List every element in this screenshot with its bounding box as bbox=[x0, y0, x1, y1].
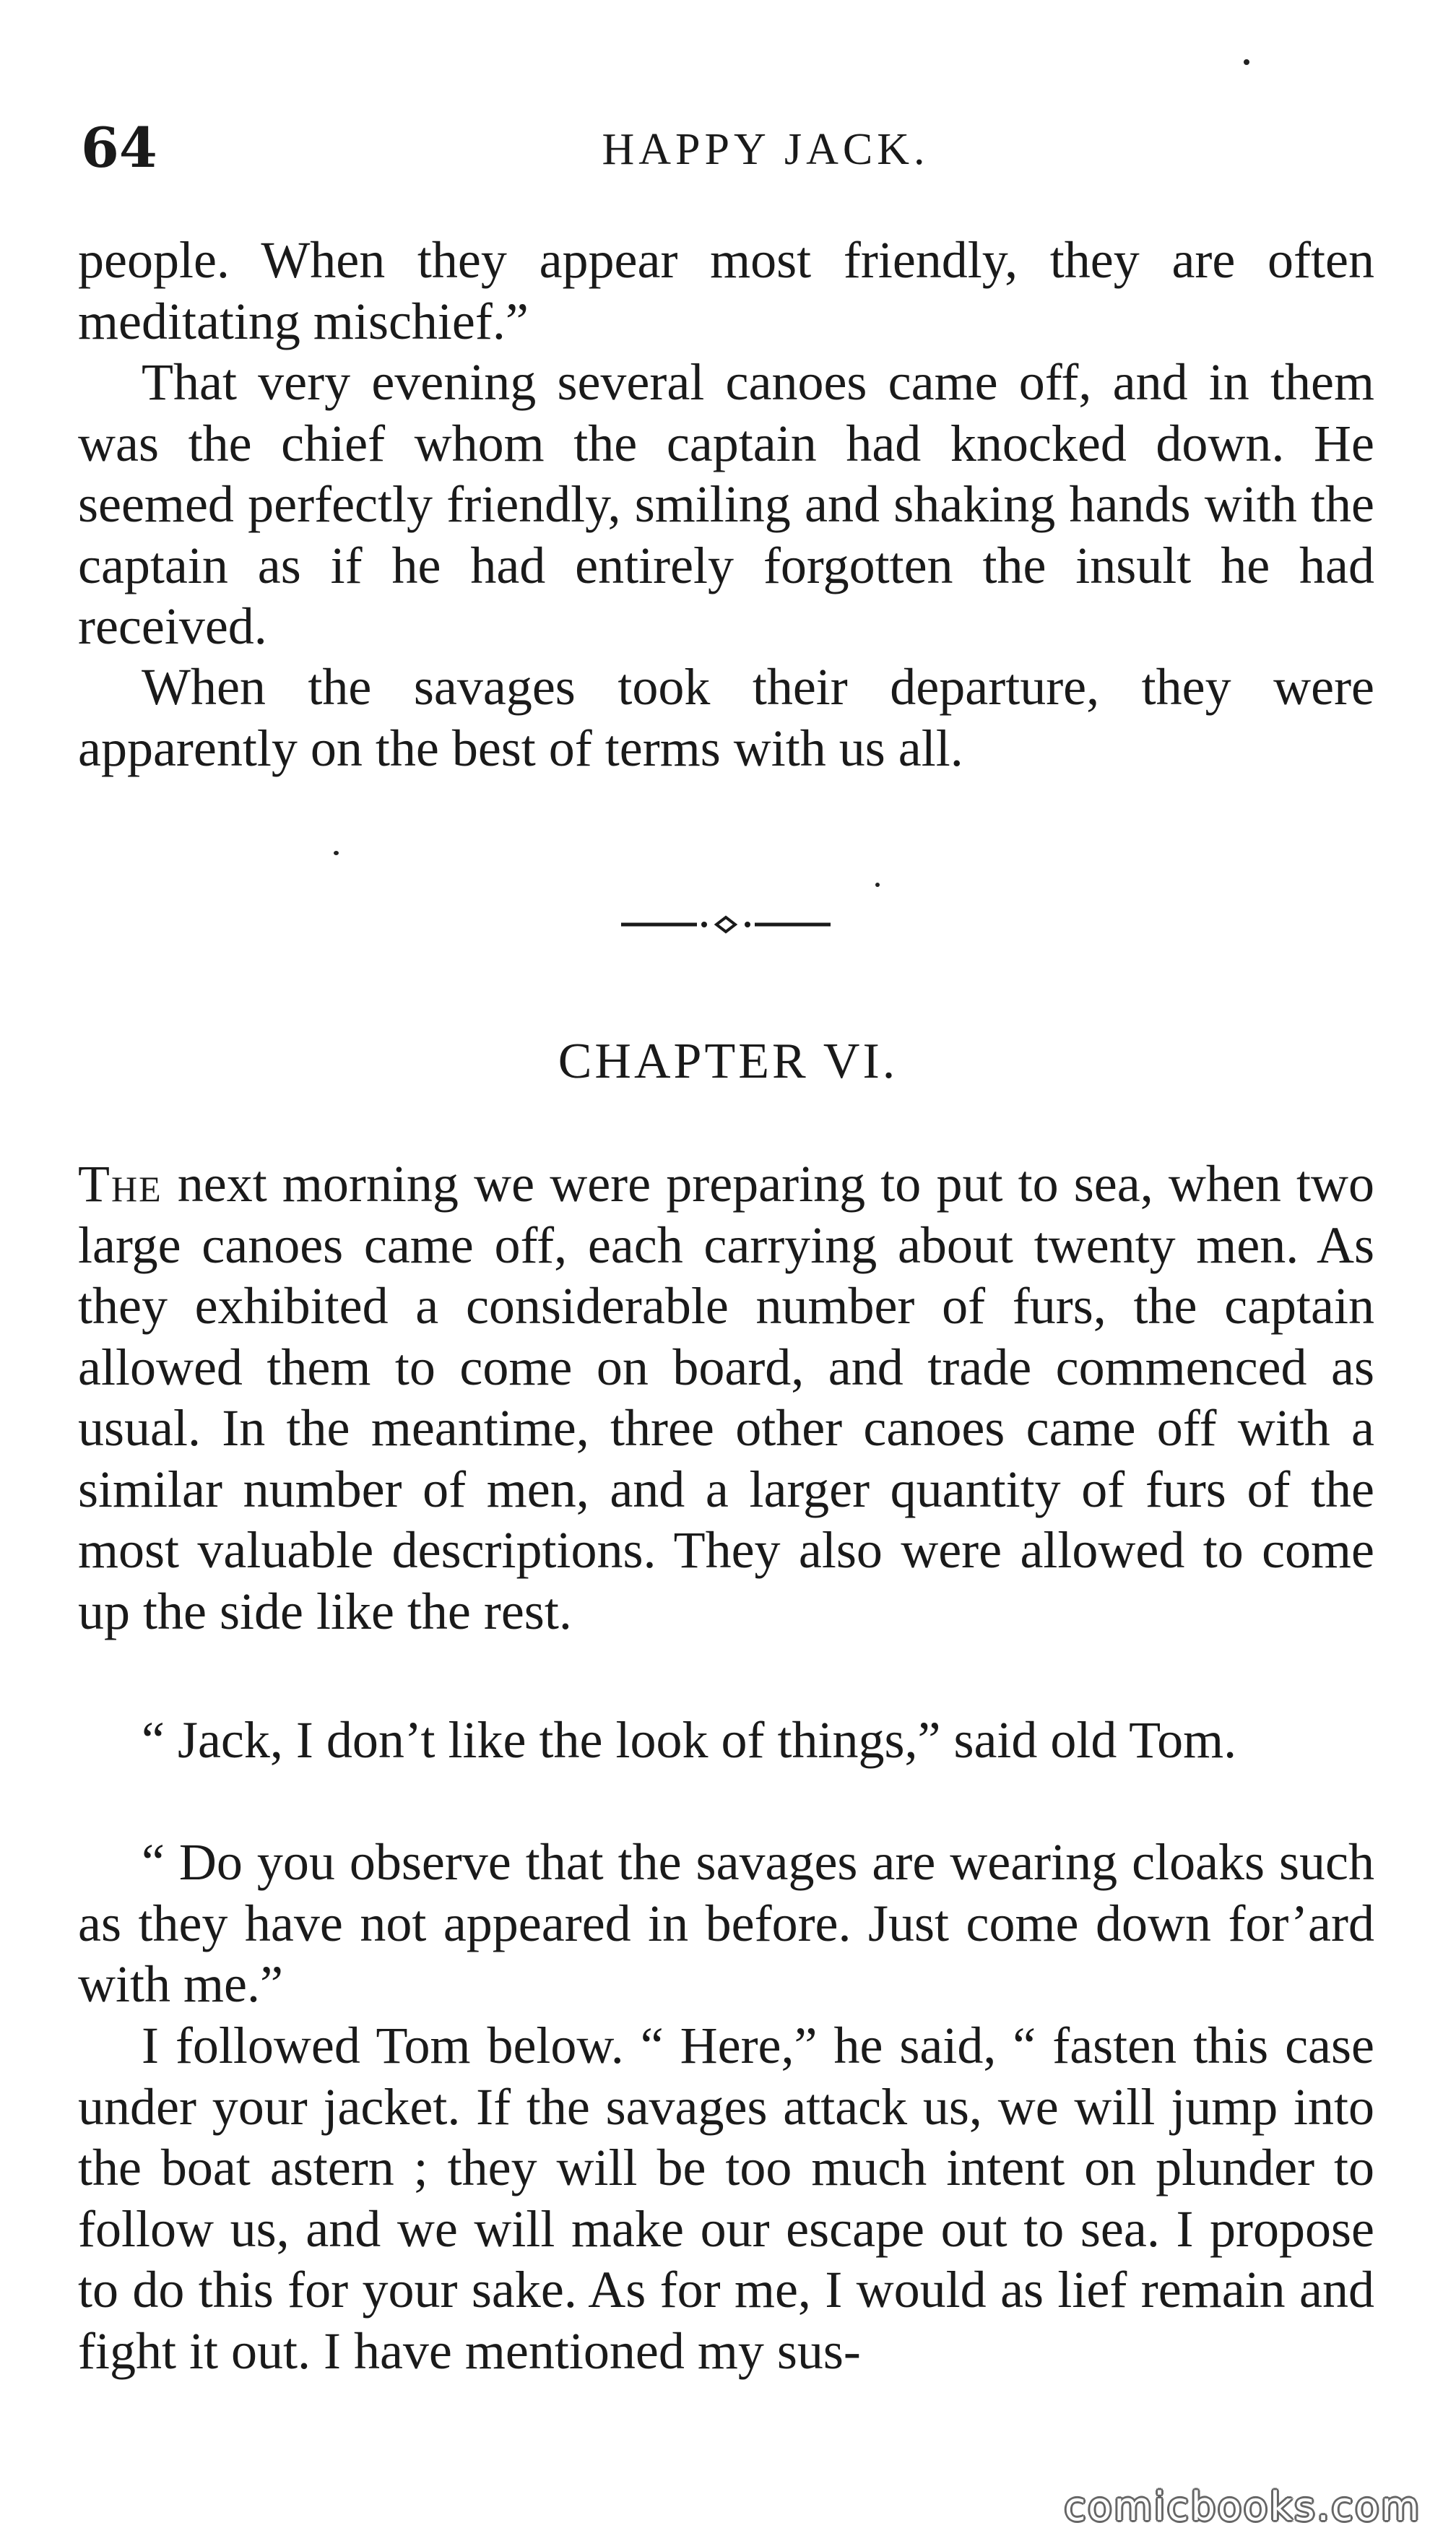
paragraph-next-morning-text: next morning we were preparing to put to sea, when two large canoes came off, each carrying about twenty men. As they exhibited a considerable number of furs, the captain allowed them to come on board, and trade commenced as usual. In the meantime, three other canoes came off with a similar number of men, and a larger quantity of furs of the most valuable descriptions. They also were allowed to come up the side like the rest. bbox=[78, 1155, 1374, 1640]
chapter-opening-word: The bbox=[78, 1155, 162, 1213]
print-speck bbox=[875, 883, 880, 887]
chapter-heading: CHAPTER VI. bbox=[558, 1034, 898, 1089]
paragraph-followed-tom: I followed Tom below. “ Here,” he said, “ fasten this case under your jacket. If the savages attack us, we will jump into the boat astern ; they will be too much intent on plunder to follow us, and we will make our escape out to sea. I propose to do this for your sake. As for me, I would as lief remain and fight it out. I have mentioned my sus- bbox=[78, 2017, 1374, 2380]
paragraph-continued: people. When they appear most friendly, they are often meditating mischief.” bbox=[78, 231, 1374, 350]
print-speck bbox=[334, 851, 339, 855]
paragraph-evening-canoes: That very evening several canoes came off, and in them was the chief whom the captain had knocked down. He seemed perfectly friendly, smiling and shaking hands with the captain as if he had entirely forgotten the insult he had received. bbox=[78, 353, 1374, 655]
print-speck bbox=[1244, 59, 1249, 65]
running-head bbox=[72, 116, 1372, 195]
paragraph-next-morning bbox=[78, 1153, 1374, 1642]
paragraph-cloaks: “ Do you observe that the savages are wearing cloaks such as they have not appeared in before. Just come down for’ard with me.” bbox=[78, 1833, 1374, 2013]
paragraph-jack-look: “ Jack, I don’t like the look of things,” said old Tom. bbox=[142, 1711, 1237, 1769]
section-divider-ornament bbox=[621, 914, 831, 935]
paragraph-departure: When the savages took their departure, they were apparently on the best of terms with us all. bbox=[78, 658, 1374, 777]
watermark: comicbooks.com bbox=[1064, 2484, 1421, 2529]
page-number: 64 bbox=[81, 116, 157, 180]
running-title: HAPPY JACK. bbox=[602, 125, 930, 174]
